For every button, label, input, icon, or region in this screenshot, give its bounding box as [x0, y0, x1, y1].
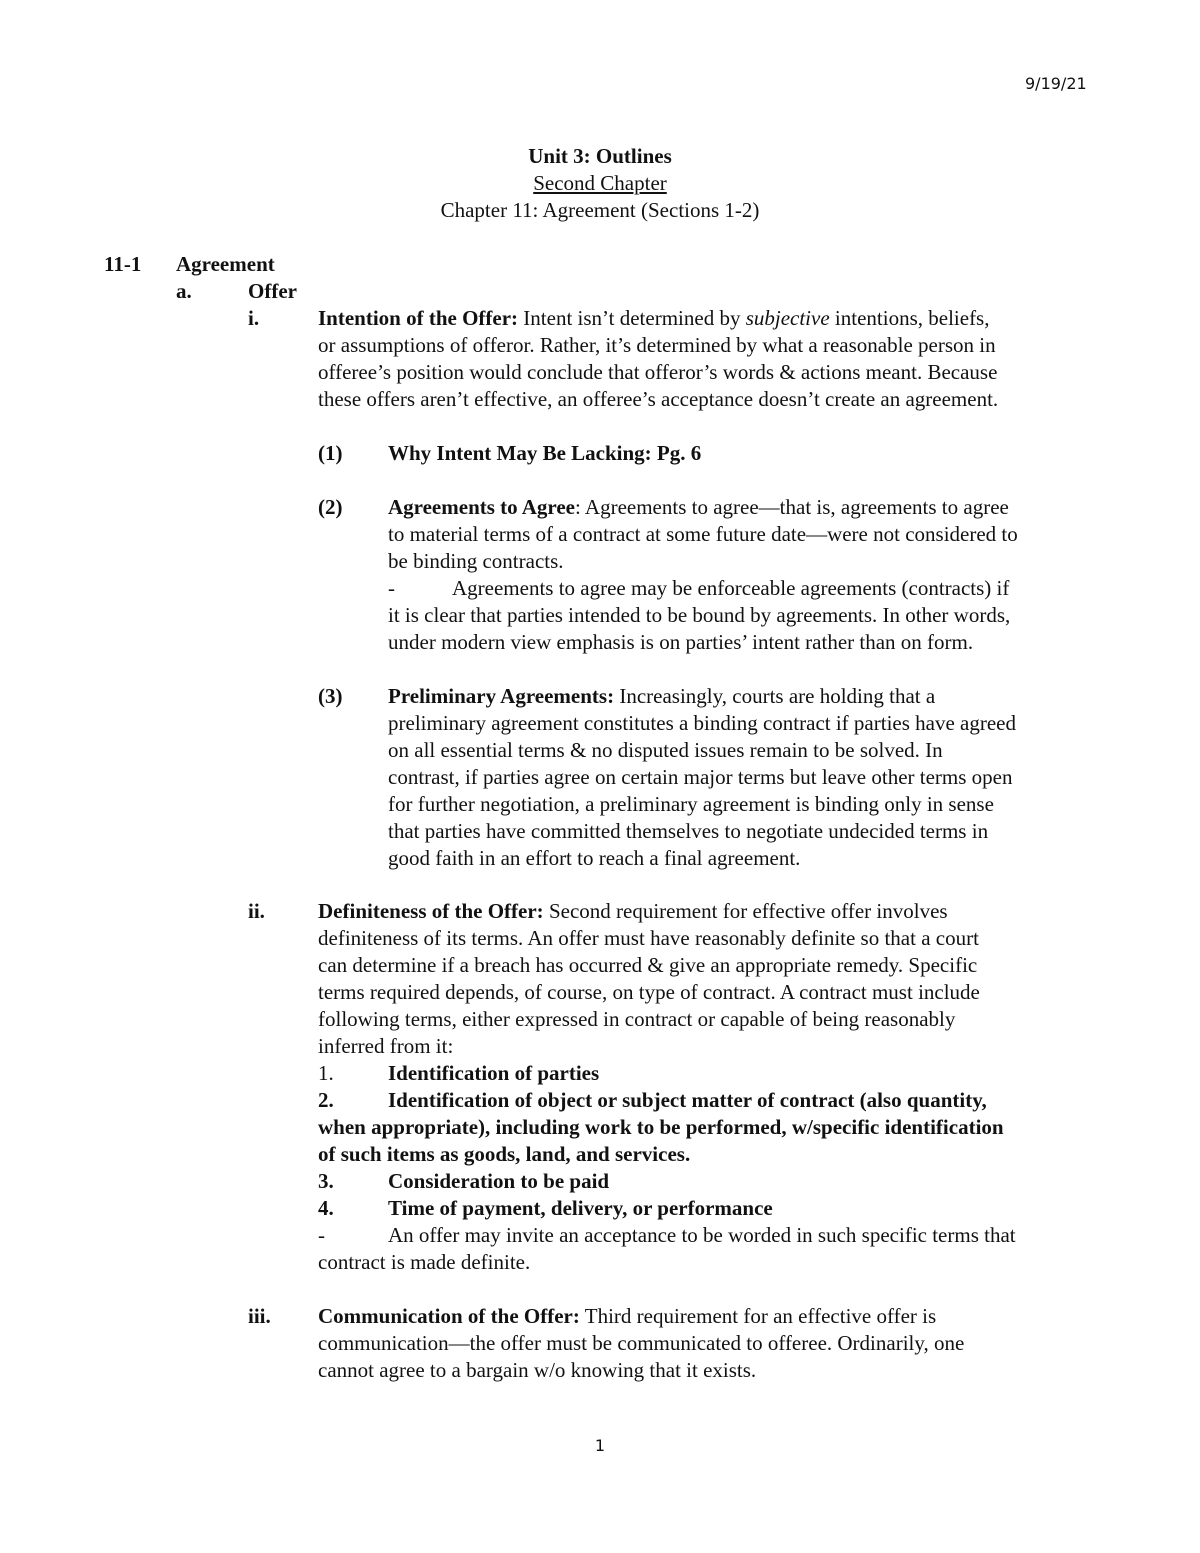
header-date: 9/19/21: [1025, 74, 1087, 93]
term-3-text: Consideration to be paid: [388, 1169, 610, 1193]
sub3-heading: Preliminary Agreements:: [388, 684, 615, 708]
subsection-title: Offer: [248, 279, 297, 303]
sub2-bullet-line-3: under modern view emphasis is on parties’ intent rather than on form.: [388, 630, 974, 654]
term-1-number: 1.: [318, 1061, 334, 1085]
term-2-text: Identification of object or subject matter of contract (also quantity,: [388, 1088, 987, 1112]
sub3-line-3: on all essential terms & no disputed issues remain to be solved. In: [388, 738, 943, 762]
sub2-heading: Agreements to Agree: [388, 495, 575, 519]
item-ii-line-6: inferred from it:: [318, 1034, 454, 1058]
note-line-1: An offer may invite an acceptance to be worded in such specific terms that: [388, 1223, 1016, 1247]
term-3-number: 3.: [318, 1169, 334, 1193]
sub2-number: (2): [318, 495, 343, 519]
item-i-line-1: Intention of the Offer: Intent isn’t determined by subjective intentions, beliefs,: [318, 306, 990, 330]
item-ii-heading: Definiteness of the Offer:: [318, 899, 544, 923]
term-2-cont-2: of such items as goods, land, and services.: [318, 1142, 691, 1166]
item-i-line-3: offeree’s position would conclude that offeror’s words & actions meant. Because: [318, 360, 998, 384]
sub3-line-7: good faith in an effort to reach a final agreement.: [388, 846, 801, 870]
sub2-line-3: be binding contracts.: [388, 549, 564, 573]
sub2-bullet-line-1: Agreements to agree may be enforceable agreements (contracts) if: [452, 576, 1010, 600]
term-4-text: Time of payment, delivery, or performance: [388, 1196, 773, 1220]
italic-subjective: subjective: [745, 306, 830, 330]
item-iii-line-1: Communication of the Offer: Third requirement for an effective offer is: [318, 1304, 937, 1328]
item-i-number: i.: [248, 306, 260, 330]
item-ii-line-2: definiteness of its terms. An offer must have reasonably definite so that a court: [318, 926, 979, 950]
sub2-bullet-line-2: it is clear that parties intended to be bound by agreements. In other words,: [388, 603, 1011, 627]
sub3-line-6: that parties have committed themselves to negotiate undecided terms in: [388, 819, 989, 843]
term-2-number: 2.: [318, 1088, 334, 1112]
section-number: 11-1: [104, 252, 142, 276]
item-i-line-2: or assumptions of offeror. Rather, it’s determined by what a reasonable person in: [318, 333, 996, 357]
unit-title: Unit 3: Outlines: [528, 144, 672, 168]
sub3-line-5: for further negotiation, a preliminary agreement is binding only in sense: [388, 792, 994, 816]
item-ii-line-1: Definiteness of the Offer: Second requirement for effective offer involves: [318, 899, 948, 923]
note-line-2: contract is made definite.: [318, 1250, 531, 1274]
sub2-line-1: Agreements to Agree: Agreements to agree—that is, agreements to agree: [388, 495, 1009, 519]
item-ii-line-5: following terms, either expressed in contract or capable of being reasonably: [318, 1007, 956, 1031]
sub3-line-4: contrast, if parties agree on certain major terms but leave other terms open: [388, 765, 1013, 789]
item-iii-number: iii.: [248, 1304, 271, 1328]
sub2-line-2: to material terms of a contract at some future date—were not considered to: [388, 522, 1018, 546]
subsection-letter: a.: [176, 279, 192, 303]
page-number: 1: [594, 1436, 606, 1455]
sub3-number: (3): [318, 684, 343, 708]
sub3-line-1: Preliminary Agreements: Increasingly, courts are holding that a: [388, 684, 936, 708]
item-ii-line-4: terms required depends, of course, on type of contract. A contract must include: [318, 980, 980, 1004]
term-4-number: 4.: [318, 1196, 334, 1220]
sub2-dash: -: [388, 576, 395, 600]
section-title: Agreement: [176, 252, 275, 276]
item-ii-line-3: can determine if a breach has occurred & give an appropriate remedy. Specific: [318, 953, 978, 977]
item-ii-number: ii.: [248, 899, 265, 923]
item-iii-heading: Communication of the Offer:: [318, 1304, 580, 1328]
item-i-line-4: these offers aren’t effective, an offeree’s acceptance doesn’t create an agreement.: [318, 387, 999, 411]
note-dash: -: [318, 1223, 325, 1247]
chapter-title: Chapter 11: Agreement (Sections 1-2): [440, 198, 760, 222]
subtitle: [0, 170, 1200, 197]
sub1-number: (1): [318, 441, 343, 465]
item-iii-line-2: communication—the offer must be communicated to offeree. Ordinarily, one: [318, 1331, 965, 1355]
item-i-heading: Intention of the Offer:: [318, 306, 519, 330]
term-1-text: Identification of parties: [388, 1061, 600, 1085]
item-iii-line-3: cannot agree to a bargain w/o knowing that it exists.: [318, 1358, 757, 1382]
subtitle-text: Second Chapter: [533, 171, 667, 195]
sub1-heading: Why Intent May Be Lacking: Pg. 6: [388, 441, 702, 465]
sub3-line-2: preliminary agreement constitutes a binding contract if parties have agreed: [388, 711, 1017, 735]
term-2-cont-1: when appropriate), including work to be performed, w/specific identification: [318, 1115, 1004, 1139]
